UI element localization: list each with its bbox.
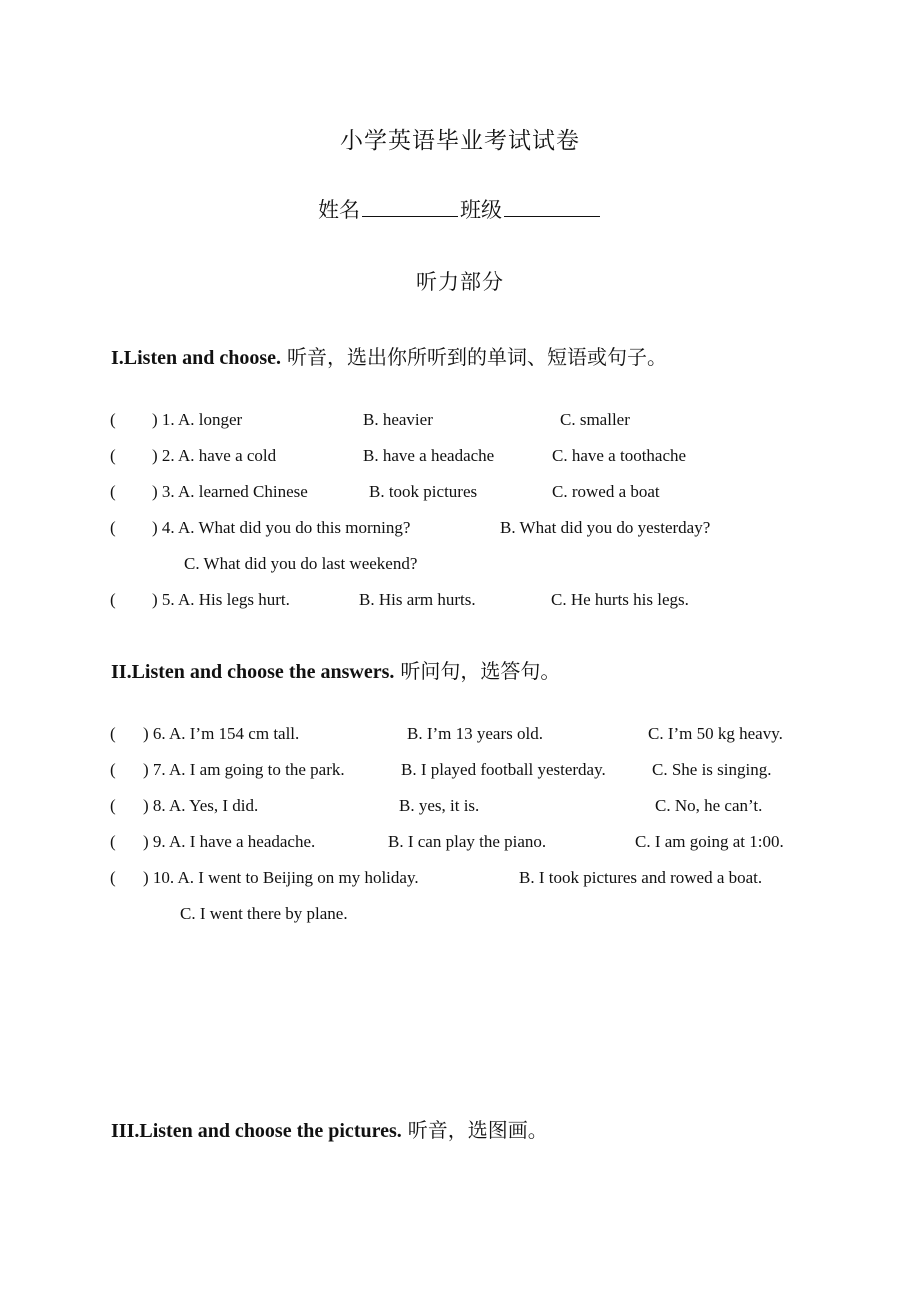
page-title: 小学英语毕业考试试卷 <box>340 128 580 153</box>
answer-paren-7[interactable]: ( <box>110 760 116 779</box>
question-7-a: ) 7. A. I am going to the park. <box>143 760 345 779</box>
question-8-c: C. No, he can’t. <box>655 796 763 815</box>
answer-paren-9[interactable]: ( <box>110 832 116 851</box>
question-4-a: ) 4. A. What did you do this morning? <box>152 518 411 537</box>
section-1-instruction: 听音，选出你所听到的单词、短语或句子。 <box>287 347 668 369</box>
question-10-c: C. I went there by plane. <box>180 904 348 923</box>
section-subtitle: 听力部分 <box>416 270 504 294</box>
answer-paren-5[interactable]: ( <box>110 590 116 609</box>
name-blank[interactable] <box>362 196 458 217</box>
section-1-heading <box>111 341 667 370</box>
question-8-b: B. yes, it is. <box>399 796 480 815</box>
question-6-b: B. I’m 13 years old. <box>407 724 543 743</box>
name-label: 姓名 <box>318 198 360 222</box>
answer-paren-4[interactable]: ( <box>110 518 116 537</box>
question-5-b: B. His arm hurts. <box>359 590 476 609</box>
section-2-title: II.Listen and choose the answers. <box>111 661 395 683</box>
question-5-c: C. He hurts his legs. <box>551 590 689 609</box>
section-1-title: I.Listen and choose. <box>111 347 282 369</box>
question-4-c: C. What did you do last weekend? <box>184 554 418 573</box>
question-3-a: ) 3. A. learned Chinese <box>152 482 308 501</box>
question-2-b: B. have a headache <box>363 446 495 465</box>
question-7-c: C. She is singing. <box>652 760 772 779</box>
question-4-b: B. What did you do yesterday? <box>500 518 711 537</box>
question-8-a: ) 8. A. Yes, I did. <box>143 796 259 815</box>
question-1-b: B. heavier <box>363 410 433 429</box>
section-2-heading <box>111 655 560 684</box>
question-2-a: ) 2. A. have a cold <box>152 446 277 465</box>
section-3-title: III.Listen and choose the pictures. <box>111 1120 402 1142</box>
question-10-b: B. I took pictures and rowed a boat. <box>519 868 763 887</box>
section-3-instruction: 听音，选图画。 <box>407 1120 548 1142</box>
section-2-instruction: 听问句，选答句。 <box>400 661 561 683</box>
question-7-b: B. I played football yesterday. <box>401 760 606 779</box>
question-9-b: B. I can play the piano. <box>388 832 547 851</box>
question-3-b: B. took pictures <box>369 482 478 501</box>
question-3-c: C. rowed a boat <box>552 482 660 501</box>
student-info-line <box>0 194 920 224</box>
question-9-c: C. I am going at 1:00. <box>635 832 784 851</box>
question-10-a: ) 10. A. I went to Beijing on my holiday. <box>143 868 419 887</box>
class-blank[interactable] <box>504 196 600 217</box>
answer-paren-10[interactable]: ( <box>110 868 116 887</box>
question-6-a: ) 6. A. I’m 154 cm tall. <box>143 724 300 743</box>
question-5-a: ) 5. A. His legs hurt. <box>152 590 290 609</box>
class-label: 班级 <box>460 198 502 222</box>
question-6-c: C. I’m 50 kg heavy. <box>648 724 783 743</box>
answer-paren-8[interactable]: ( <box>110 796 116 815</box>
question-9-a: ) 9. A. I have a headache. <box>143 832 316 851</box>
question-2-c: C. have a toothache <box>552 446 687 465</box>
answer-paren-6[interactable]: ( <box>110 724 116 743</box>
section-3-heading <box>111 1114 548 1143</box>
answer-paren-1[interactable]: ( <box>110 410 116 429</box>
question-1-c: C. smaller <box>560 410 630 429</box>
answer-paren-2[interactable]: ( <box>110 446 116 465</box>
answer-paren-3[interactable]: ( <box>110 482 116 501</box>
question-1-a: ) 1. A. longer <box>152 410 243 429</box>
